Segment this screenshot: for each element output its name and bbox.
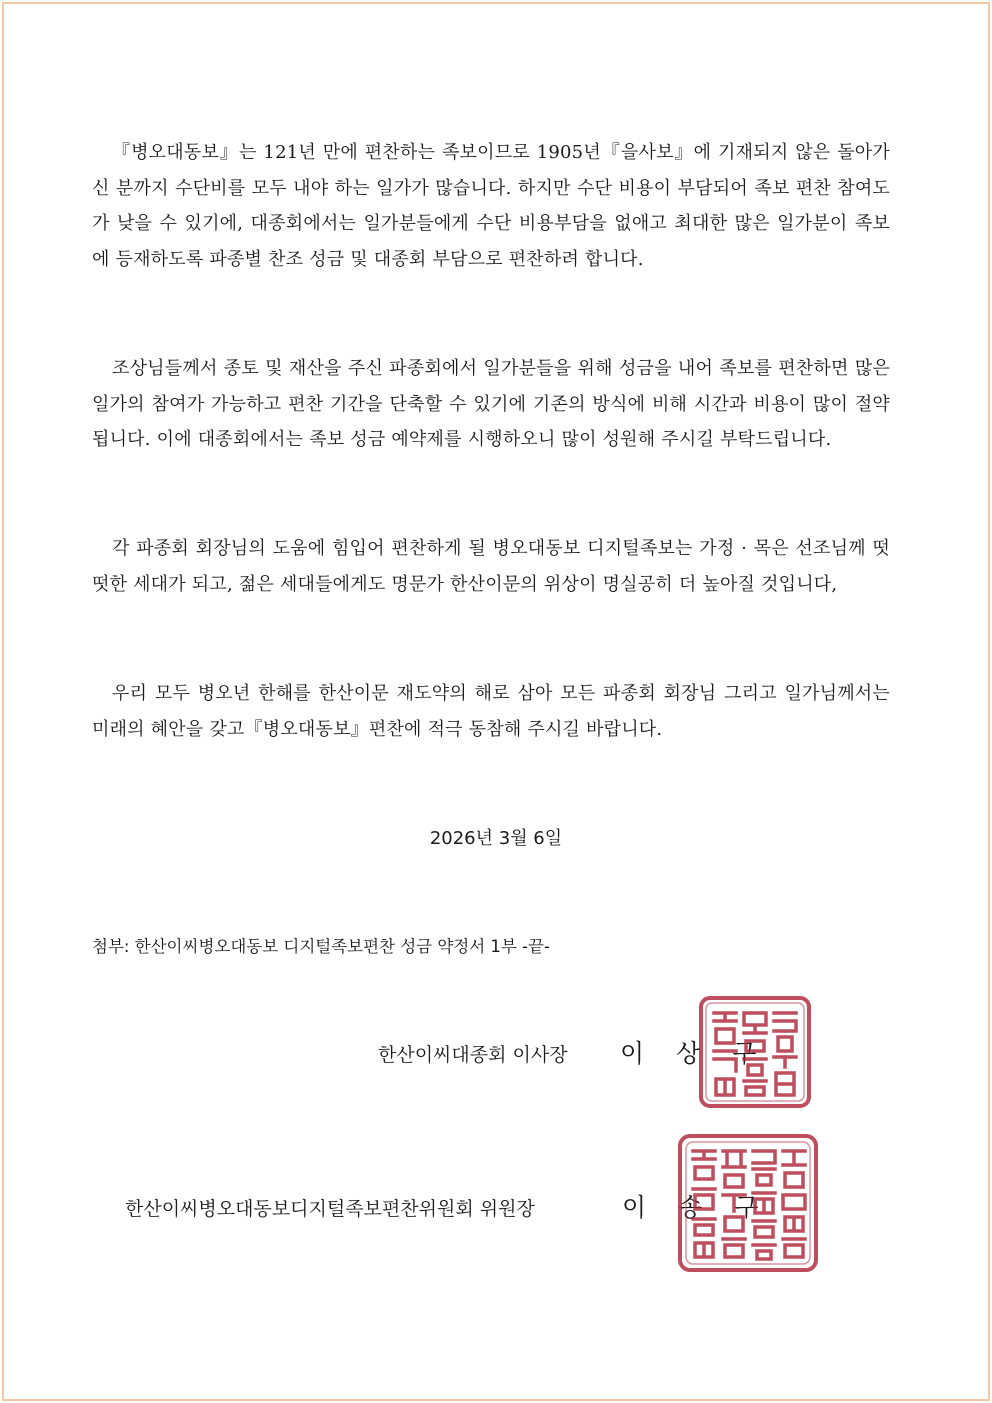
body-paragraph-3: 각 파종회 회장님의 도움에 힘입어 편찬하게 될 병오대동보 디지털족보는 가정 · 목은 선조님께 떳떳한 세대가 되고, 젊은 세대들에게도 명문가 한산이문의 위상이 명실공히 더 높아질 것입니다, — [92, 538, 890, 595]
body-paragraph-4: 우리 모두 병오년 한해를 한산이문 재도약의 해로 삼아 모든 파종회 회장님 그리고 일가님께서는 미래의 혜안을 갖고『병오대동보』편찬에 적극 동참해 주시길 바랍니다. — [92, 683, 890, 740]
signature-2-name: 이 송 구 — [622, 1193, 771, 1222]
seal-1-stamp — [698, 995, 812, 1109]
body-paragraph-1: 『병오대동보』는 121년 만에 편찬하는 족보이므로 1905년『을사보』에 기재되지 않은 돌아가신 분까지 수단비를 모두 내야 하는 일가가 많습니다. 하지만 수단 비용이 부담되어 족보 편찬 참여도가 낮을 수 있기에, 대종회에서는 일가분들에게 수단 비용부담을 없애고 최대한 많은 일가분이 족보에 등재하도록 파종별 찬조 성금 및 대종회 부담으로 편찬하려 합니다. — [92, 142, 890, 270]
seal-2-stamp — [677, 1133, 819, 1273]
signature-1-organization: 한산이씨대종회 이사장 — [378, 1044, 568, 1066]
document-date: 2026년 3월 6일 — [429, 828, 563, 849]
signature-1-name: 이 상 구 — [620, 1039, 769, 1068]
signature-2-organization: 한산이씨병오대동보디지털족보편찬위원회 위원장 — [125, 1198, 535, 1220]
body-paragraph-2: 조상님들께서 종토 및 재산을 주신 파종회에서 일가분들을 위해 성금을 내어 족보를 편찬하면 많은 일가의 참여가 가능하고 편찬 기간을 단축할 수 있기에 기존의 방식에 비해 시간과 비용이 많이 절약됩니다. 이에 대종회에서는 족보 성금 예약제를 시행하오니 많이 성원해 주시길 부탁드립니다. — [92, 358, 890, 450]
attachment-note: 첨부: 한산이씨병오대동보 디지털족보편찬 성금 약정서 1부 -끝- — [92, 937, 550, 956]
